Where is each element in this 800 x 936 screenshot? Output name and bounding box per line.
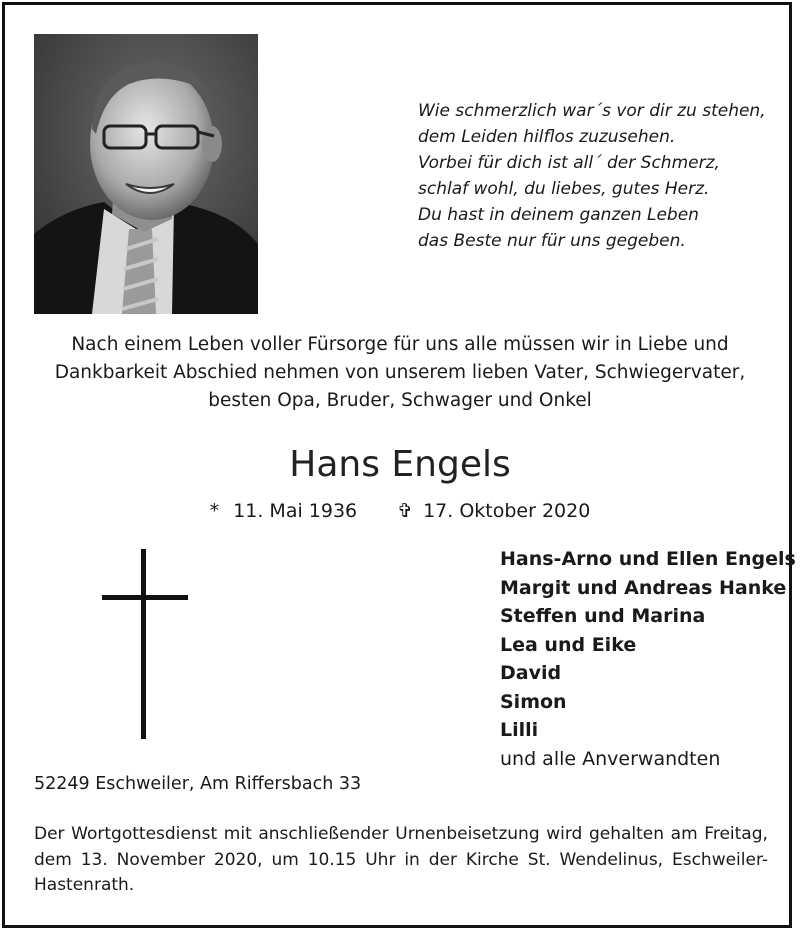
service-announcement [34,822,768,899]
mourners-closing: und alle Anverwandten [500,747,721,770]
deceased-name: Hans Engels [289,444,511,485]
intro-line: Dankbarkeit Abschied nehmen von unserem lieben Vater, Schwiegervater, [54,362,746,383]
service-word: mit [223,824,252,844]
mourner-name: Simon [500,690,567,713]
service-word: am [670,824,698,844]
service-word: um [271,849,299,870]
birth-date: 11. Mai 1936 [233,500,358,522]
service-word: in [404,849,420,870]
service-word: Wendelinus, [559,849,664,870]
service-line [34,822,768,848]
service-word: dem [34,849,72,870]
death-date: 17. Oktober 2020 [423,500,591,522]
service-word: St. [527,849,551,870]
mourner-name: Lilli [500,719,539,741]
mourner-name: Steffen und Marina [500,605,706,627]
service-word: wird [546,824,583,844]
death-cross-icon: ✞ [397,500,414,522]
poem-line: das Beste nur für uns gegeben. [418,231,686,251]
service-word: Freitag, [704,824,768,844]
mourner-name: Hans-Arno und Ellen Engels [500,548,796,570]
service-line: Hastenrath. [34,875,135,895]
service-word: 13. [80,849,108,870]
address: 52249 Eschweiler, Am Riffersbach 33 [34,774,362,794]
poem [418,98,766,254]
service-word: 2020, [213,849,263,870]
service-word: Wortgottesdienst [71,824,218,844]
birth-star-icon: * [209,500,220,522]
mourner-name: David [500,662,562,684]
service-word: Der [34,824,65,844]
poem-line: schlaf wohl, du liebes, gutes Herz. [418,179,710,199]
poem-line: Wie schmerzlich war´s vor dir zu stehen, [418,101,766,121]
service-word: gehalten [588,824,665,844]
poem-line: Du hast in deinem ganzen Leben [418,205,699,225]
portrait-photo [34,34,258,314]
intro-text [20,331,780,415]
cross-icon [102,549,188,739]
life-dates [0,496,800,526]
service-word: Uhr [365,849,396,870]
service-word: November [116,849,206,870]
service-line [34,848,768,874]
intro-line: Nach einem Leben voller Fürsorge für uns alle müssen wir in Liebe und [71,334,729,355]
service-word: anschließender [258,824,389,844]
service-word: Urnenbeisetzung [395,824,540,844]
service-word: der [428,849,457,870]
mourner-name: Lea und Eike [500,633,637,656]
poem-line: Vorbei für dich ist all´ der Schmerz, [418,153,720,173]
intro-line: besten Opa, Bruder, Schwager und Onkel [208,390,592,411]
mourners-list [500,545,796,773]
poem-line: dem Leiden hilflos zuzusehen. [418,127,676,147]
service-word: 10.15 [307,849,357,870]
mourner-name: Margit und Andreas Hanke [500,576,787,599]
service-word: Kirche [465,849,519,870]
service-word: Eschweiler- [671,849,768,870]
